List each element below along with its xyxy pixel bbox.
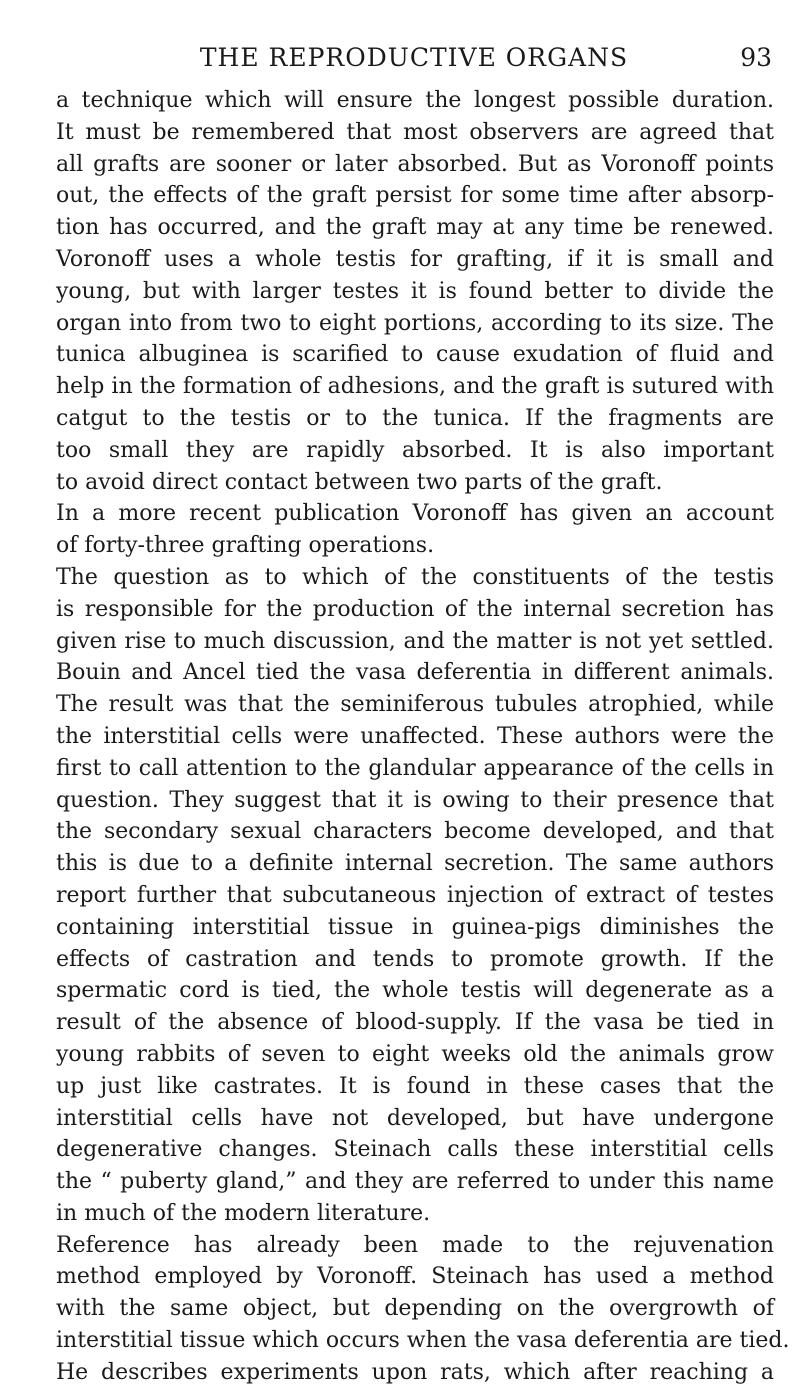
text-line: Voronoff uses a whole testis for grafting, if it is small and	[56, 246, 774, 272]
page-number: 93	[740, 43, 772, 72]
text-line: of forty-three grafting operations.	[56, 533, 435, 559]
text-line: interstitial cells have not developed, but have undergone	[56, 1105, 774, 1131]
text-line: method employed by Voronoff. Steinach has used a method	[56, 1264, 774, 1290]
text-line: In a more recent publication Voronoff has given an account	[56, 501, 774, 527]
text-line: a technique which will ensure the longest possible duration.	[56, 88, 774, 113]
text-line: help in the formation of adhesions, and the graft is sutured with	[56, 374, 774, 400]
text-line: up just like castrates. It is found in these cases that the	[56, 1073, 774, 1099]
text-line: tion has occurred, and the graft may at any time be renewed.	[56, 215, 774, 241]
text-line: The result was that the seminiferous tubules atrophied, while	[56, 692, 774, 718]
text-line: Bouin and Ancel tied the vasa deferentia in different animals.	[56, 660, 774, 686]
text-line: Reference has already been made to the rejuvenation	[56, 1232, 774, 1258]
text-line: young, but with larger testes it is found better to divide the	[56, 278, 774, 304]
body-text	[56, 85, 790, 1389]
text-line: organ into from two to eight portions, according to its size. The	[56, 310, 774, 336]
text-line: tunica albuginea is scarified to cause exudation of fluid and	[56, 342, 774, 368]
text-line: the “ puberty gland,” and they are referred to under this name	[56, 1169, 774, 1195]
paragraph	[56, 498, 774, 562]
text-line: out, the effects of the graft persist for some time after absorp-	[56, 183, 774, 209]
text-line: containing interstitial tissue in guinea-pigs diminishes the	[56, 914, 774, 940]
text-line: interstitial tissue which occurs when the vasa deferentia are tied.	[56, 1328, 790, 1354]
text-line: the secondary sexual characters become developed, and that	[56, 819, 774, 845]
text-line: result of the absence of blood-supply. If the vasa be tied in	[56, 1010, 774, 1036]
text-line: It must be remembered that most observers are agreed that	[56, 119, 774, 145]
paragraph	[56, 85, 774, 498]
text-line: first to call attention to the glandular appearance of the cells in	[56, 755, 774, 781]
text-line: this is due to a definite internal secretion. The same authors	[56, 851, 774, 877]
text-line: too small they are rapidly absorbed. It is also important	[56, 437, 774, 463]
text-line: in much of the modern literature.	[56, 1200, 431, 1226]
text-line: question. They suggest that it is owing to their presence that	[56, 787, 774, 813]
text-line: all grafts are sooner or later absorbed. But as Voronoff points	[56, 151, 774, 177]
text-line: catgut to the testis or to the tunica. If the fragments are	[56, 405, 774, 431]
text-line: young rabbits of seven to eight weeks old the animals grow	[56, 1041, 774, 1067]
running-title: THE REPRODUCTIVE ORGANS	[199, 43, 629, 72]
text-line: report further that subcutaneous injection of extract of testes	[56, 882, 774, 908]
text-line: the interstitial cells were unaffected. These authors were the	[56, 723, 774, 749]
text-line: spermatic cord is tied, the whole testis will degenerate as a	[56, 978, 774, 1004]
text-line: degenerative changes. Steinach calls these interstitial cells	[56, 1137, 774, 1163]
text-line: He describes experiments upon rats, which after reaching a	[56, 1359, 774, 1385]
text-line: is responsible for the production of the internal secretion has	[56, 596, 774, 622]
paragraph	[56, 562, 774, 1230]
text-line: given rise to much discussion, and the matter is not yet settled.	[56, 628, 774, 654]
text-line: with the same object, but depending on the overgrowth of	[56, 1296, 774, 1322]
text-line: The question as to which of the constituents of the testis	[56, 564, 774, 590]
text-line: to avoid direct contact between two parts of the graft.	[56, 469, 663, 495]
running-head	[56, 40, 772, 76]
paragraph	[56, 1230, 790, 1389]
text-line: effects of castration and tends to promote growth. If the	[56, 946, 774, 972]
